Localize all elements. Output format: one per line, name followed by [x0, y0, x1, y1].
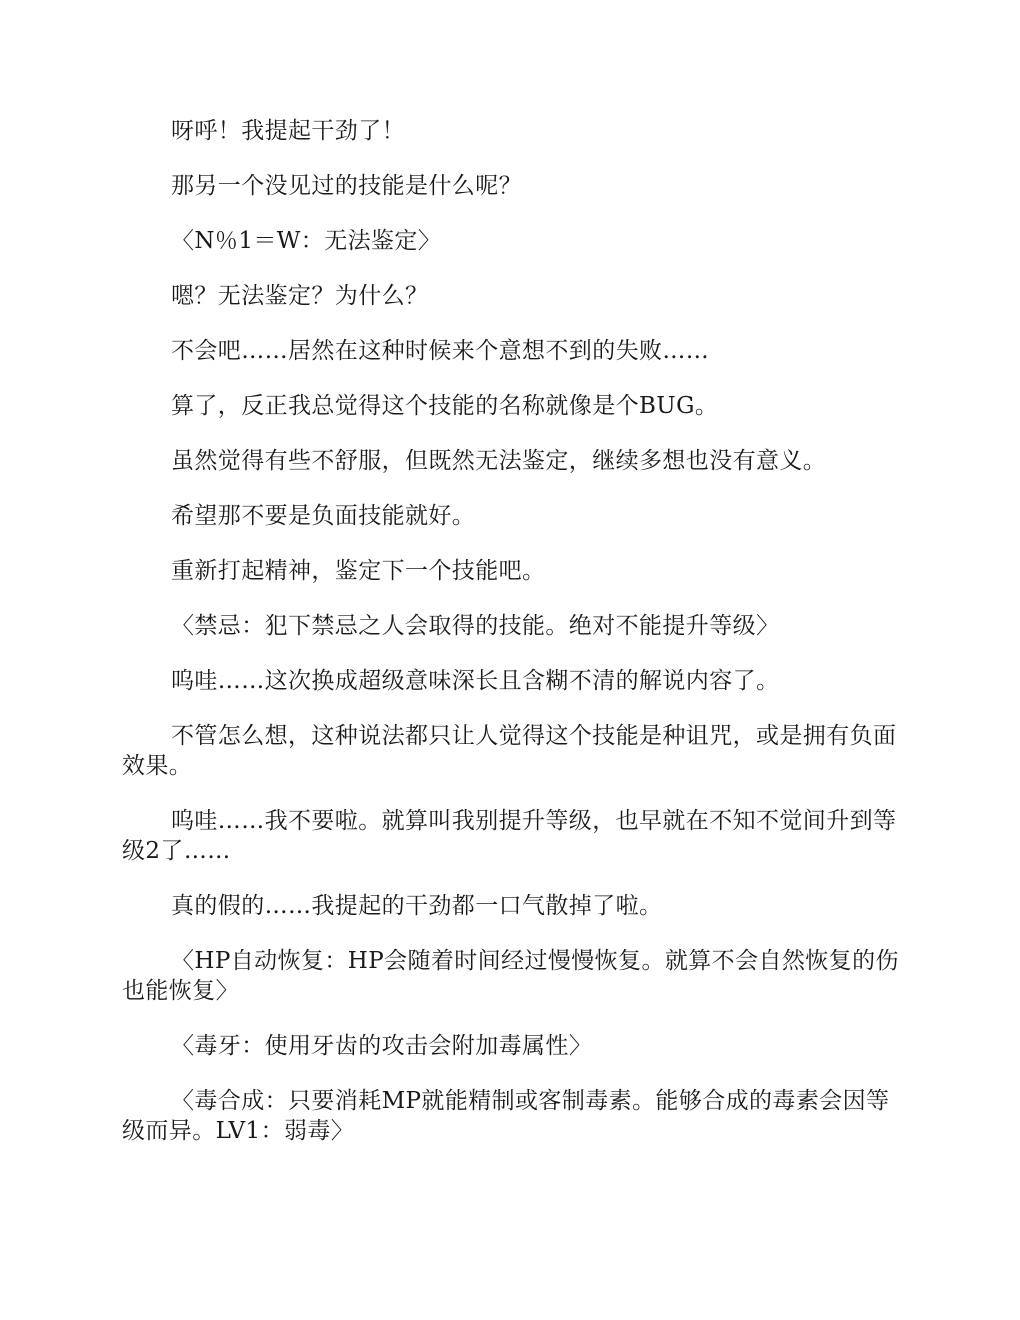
- paragraph: 〈N％1＝W：无法鉴定〉: [171, 228, 442, 254]
- paragraph: 算了，反正我总觉得这个技能的名称就像是个BUG。: [171, 393, 719, 419]
- paragraph: 〈毒牙：使用牙齿的攻击会附加毒属性〉: [171, 1033, 593, 1059]
- paragraph: 不管怎么想，这种说法都只让人觉得这个技能是种诅咒，或是拥有负面效果。: [122, 723, 897, 779]
- paragraph: 真的假的……我提起的干劲都一口气散掉了啦。: [171, 893, 663, 919]
- paragraph: 虽然觉得有些不舒服，但既然无法鉴定，继续多想也没有意义。: [171, 448, 827, 474]
- paragraph: 呀呼！我提起干劲了！: [171, 118, 405, 144]
- paragraph: 重新打起精神，鉴定下一个技能吧。: [171, 558, 546, 584]
- text-column: [122, 116, 902, 1171]
- paragraph: 那另一个没见过的技能是什么呢？: [171, 173, 522, 199]
- paragraph: 〈禁忌：犯下禁忌之人会取得的技能。绝对不能提升等级〉: [171, 613, 780, 639]
- paragraph: 不会吧……居然在这种时候来个意想不到的失败……: [171, 338, 710, 364]
- paragraph: 呜哇……我不要啦。就算叫我别提升等级，也早就在不知不觉间升到等级2了……: [122, 808, 897, 864]
- paragraph: 希望那不要是负面技能就好。: [171, 503, 476, 529]
- paragraph: 呜哇……这次换成超级意味深长且含糊不清的解说内容了。: [171, 668, 780, 694]
- paragraph: 〈HP自动恢复：HP会随着时间经过慢慢恢复。就算不会自然恢复的伤也能恢复〉: [122, 948, 899, 1004]
- paragraph: 嗯？无法鉴定？为什么？: [171, 283, 429, 309]
- paragraph: 〈毒合成：只要消耗MP就能精制或客制毒素。能够合成的毒素会因等级而异。LV1：弱毒〉: [122, 1088, 890, 1144]
